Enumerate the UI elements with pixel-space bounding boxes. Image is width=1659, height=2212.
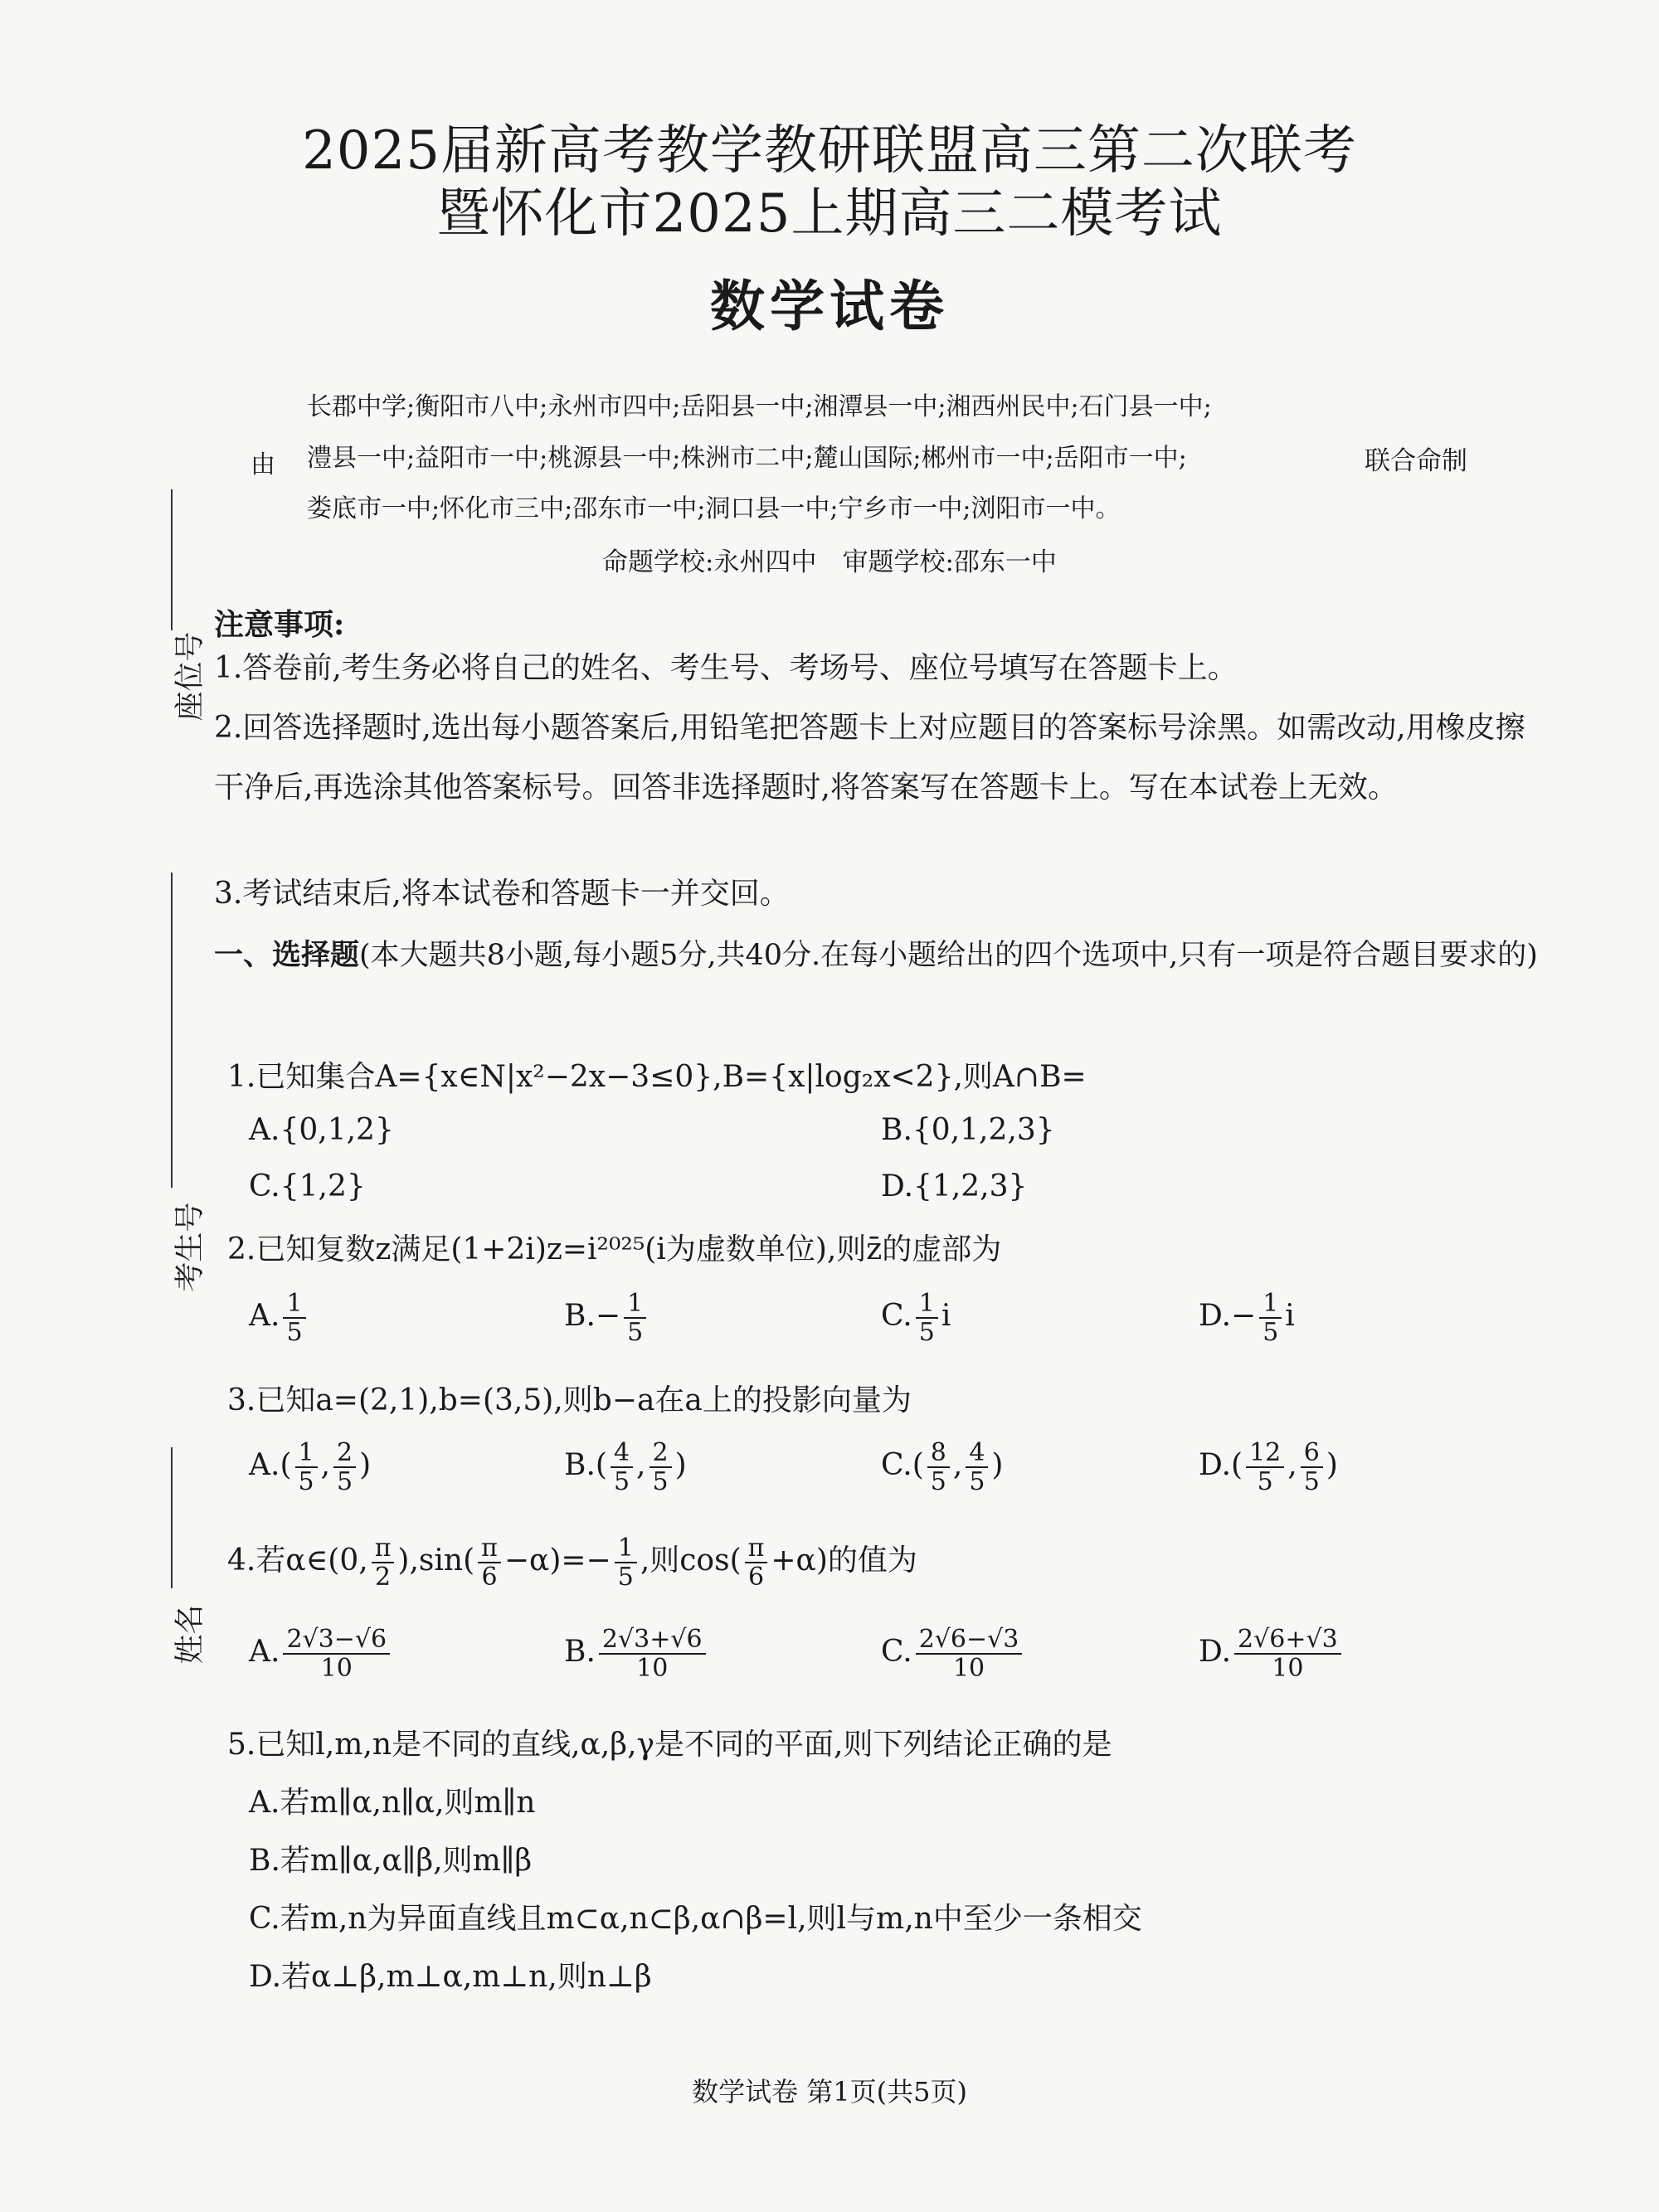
- q4-d-fraction: [1234, 1626, 1341, 1682]
- q2-d-num: 1: [1259, 1290, 1282, 1319]
- schools-line-1: 长郡中学;衡阳市八中;永州市四中;岳阳县一中;湘潭县一中;湘西州民中;石门县一中;: [307, 392, 1212, 421]
- q4-pi-2-num: π: [372, 1534, 395, 1563]
- q1-option-c: C.{1,2}: [249, 1169, 366, 1203]
- q3-b-frac2: [649, 1439, 672, 1495]
- notice-item-2: 2.回答选择题时,选出每小题答案后,用铅笔把答题卡上对应题目的答案标号涂黑。如需改动,用橡皮擦干净后,再选涂其他答案标号。回答非选择题时,将答案写在答题卡上。写在本试卷上无效。: [214, 711, 1525, 805]
- q2-c-num: 1: [916, 1290, 938, 1319]
- q2-b-fraction: [624, 1290, 646, 1346]
- q4-pi-6a-den: 6: [481, 1563, 498, 1592]
- q4-1-5-den: 5: [617, 1563, 634, 1592]
- page-footer: 数学试卷 第1页(共5页): [692, 2076, 967, 2107]
- joint-label: 联合命制: [1365, 446, 1467, 476]
- q2-b-num: 1: [624, 1290, 646, 1319]
- q4-stem-part-d: ,则cos(: [640, 1544, 742, 1578]
- q3-a-frac2: [333, 1439, 356, 1495]
- q4-pi-2-den: 2: [375, 1563, 392, 1592]
- q4-a-fraction: [283, 1626, 390, 1682]
- q4-c-fraction: [916, 1626, 1023, 1682]
- q5-option-b: B.若m∥α,α∥β,则m∥β: [249, 1844, 533, 1878]
- q3-b2-den: 5: [652, 1467, 669, 1496]
- notice-heading: 注意事项:: [214, 607, 345, 642]
- seat-field-line: [171, 489, 173, 630]
- q3-d-frac2: [1301, 1439, 1323, 1495]
- section-heading: [214, 929, 1541, 982]
- exam-subject-title: 数学试卷: [710, 274, 949, 338]
- q2-c-den: 5: [918, 1318, 935, 1347]
- q3-d2-den: 5: [1303, 1467, 1320, 1496]
- q3-a-label: A.: [249, 1448, 280, 1482]
- q3-c2-den: 5: [969, 1467, 985, 1496]
- q3-c1-den: 5: [930, 1467, 946, 1496]
- exam-no-field-line: [171, 873, 173, 1188]
- q3-a-frac1: [295, 1439, 318, 1495]
- q4-stem-part-a: 4.若α∈(0,: [227, 1544, 368, 1578]
- q4-stem-part-c: −α)=−: [504, 1544, 611, 1578]
- q4-a-den: 10: [320, 1654, 353, 1683]
- q2-a-fraction: [283, 1290, 305, 1346]
- q4-b-fraction: [599, 1626, 706, 1682]
- q4-d-label: D.: [1199, 1635, 1232, 1669]
- q3-b-frac1: [611, 1439, 633, 1495]
- q3-d-label: D.: [1199, 1448, 1232, 1482]
- q3-b2-num: 2: [649, 1439, 672, 1468]
- q3-option-a: A.( $\frac{1}{5}$ , $\frac{2}{5}$ ): [249, 1438, 372, 1496]
- q3-a1-den: 5: [298, 1467, 314, 1496]
- q4-option-d: [1199, 1626, 1345, 1682]
- q2-option-a: [249, 1290, 309, 1346]
- q2-c-i: i: [941, 1299, 951, 1333]
- q2-c-fraction: [916, 1290, 938, 1346]
- q2-option-d: [1199, 1290, 1295, 1346]
- q2-d-label: D.−: [1199, 1299, 1257, 1333]
- q4-a-label: A.: [249, 1635, 280, 1669]
- q2-b-label: B.−: [564, 1299, 621, 1333]
- proposition-schools: 命题学校:永州四中 审题学校:邵东一中: [602, 547, 1057, 577]
- q3-a1-num: 1: [295, 1439, 318, 1468]
- q2-d-den: 5: [1262, 1318, 1279, 1347]
- q5-option-a: A.若m∥α,n∥α,则m∥n: [249, 1786, 536, 1820]
- name-label: 姓名: [173, 1604, 207, 1665]
- q4-option-b: [564, 1626, 709, 1682]
- question-4-stem: [227, 1534, 917, 1591]
- q4-stem-part-b: ),sin(: [397, 1544, 475, 1578]
- question-5-stem: 5.已知l,m,n是不同的直线,α,β,γ是不同的平面,则下列结论正确的是: [227, 1728, 1112, 1762]
- q3-c1-num: 8: [927, 1439, 950, 1468]
- q3-a2-den: 5: [337, 1467, 353, 1496]
- q4-b-den: 10: [636, 1654, 669, 1683]
- schools-line-3: 娄底市一中;怀化市三中;邵东市一中;洞口县一中;宁乡市一中;浏阳市一中。: [307, 494, 1121, 523]
- q2-a-den: 5: [286, 1318, 303, 1347]
- q4-a-num: 2√3−√6: [283, 1626, 390, 1655]
- q3-c-frac2: [966, 1439, 988, 1495]
- q2-d-i: i: [1285, 1299, 1295, 1333]
- q4-option-c: [881, 1626, 1025, 1682]
- q4-pi-6b-num: π: [745, 1534, 768, 1563]
- q3-option-d: D.( $\frac{12}{5}$ , $\frac{6}{5}$ ): [1199, 1438, 1338, 1496]
- q3-b1-den: 5: [613, 1467, 630, 1496]
- exam-title-line1: 2025届新高考教学教研联盟高三第二次联考: [302, 120, 1357, 182]
- q3-b1-num: 4: [611, 1439, 633, 1468]
- schools-line-2: 澧县一中;益阳市一中;桃源县一中;株洲市二中;麓山国际;郴州市一中;岳阳市一中;: [307, 444, 1187, 473]
- q4-b-label: B.: [564, 1635, 596, 1669]
- q4-b-num: 2√3+√6: [599, 1626, 706, 1655]
- notice-item-1: 1.答卷前,考生务必将自己的姓名、考生号、考场号、座位号填写在答题卡上。: [214, 651, 1238, 685]
- q3-d1-den: 5: [1257, 1467, 1273, 1496]
- q3-d2-num: 6: [1301, 1439, 1323, 1468]
- q3-b-label: B.: [564, 1448, 596, 1482]
- name-field-line: [171, 1447, 173, 1588]
- q2-option-c: [881, 1290, 951, 1346]
- q4-frac-1-5: [615, 1534, 637, 1591]
- q1-option-a: A.{0,1,2}: [249, 1113, 394, 1147]
- q4-frac-pi-2: [372, 1534, 395, 1591]
- q4-c-label: C.: [881, 1635, 912, 1669]
- question-2-stem: 2.已知复数z满足(1+2i)z=i²⁰²⁵(i为虚数单位),则z̄的虚部为: [227, 1232, 1002, 1266]
- seat-label: 座位号: [173, 631, 207, 722]
- q2-option-b: [564, 1290, 649, 1346]
- q4-d-den: 10: [1272, 1654, 1304, 1683]
- notice-item-3: 3.考试结束后,将本试卷和答题卡一并交回。: [214, 877, 790, 911]
- q5-option-d: D.若α⊥β,m⊥α,m⊥n,则n⊥β: [249, 1960, 652, 1994]
- q3-d1-num: 12: [1246, 1439, 1284, 1468]
- q3-option-b: B.( $\frac{4}{5}$ , $\frac{2}{5}$ ): [564, 1438, 687, 1496]
- q4-option-a: [249, 1626, 393, 1682]
- q4-1-5-num: 1: [615, 1534, 637, 1563]
- section-description: (本大题共8小题,每小题5分,共40分.在每小题给出的四个选项中,只有一项是符合题目要求的): [359, 939, 1538, 972]
- q2-d-fraction: [1259, 1290, 1282, 1346]
- q3-c-frac1: [927, 1439, 950, 1495]
- q4-c-den: 10: [952, 1654, 985, 1683]
- section-title: 一、选择题: [214, 938, 360, 972]
- q4-frac-pi-6-b: [745, 1534, 768, 1591]
- q2-a-label: A.: [249, 1299, 280, 1333]
- question-3-stem: 3.已知a=(2,1),b=(3,5),则b−a在a上的投影向量为: [227, 1383, 912, 1417]
- q3-c2-num: 4: [966, 1439, 988, 1468]
- q4-frac-pi-6-a: [478, 1534, 501, 1591]
- q3-c-label: C.: [881, 1448, 912, 1482]
- q2-c-label: C.: [881, 1299, 912, 1333]
- q4-c-num: 2√6−√3: [916, 1626, 1023, 1655]
- exam-no-label: 考生号: [173, 1202, 207, 1292]
- q3-option-c: C.( $\frac{8}{5}$ , $\frac{4}{5}$ ): [881, 1438, 1004, 1496]
- q3-d-frac1: [1246, 1439, 1284, 1495]
- q2-b-den: 5: [627, 1318, 644, 1347]
- q4-pi-6a-num: π: [478, 1534, 501, 1563]
- q2-a-num: 1: [283, 1290, 305, 1319]
- q5-option-c: C.若m,n为异面直线且m⊂α,n⊂β,α∩β=l,则l与m,n中至少一条相交: [249, 1902, 1142, 1936]
- q1-option-b: B.{0,1,2,3}: [881, 1113, 1055, 1147]
- exam-title-line2: 暨怀化市2025上期高三二模考试: [436, 183, 1223, 245]
- question-1-stem: 1.已知集合A={x∈N|x²−2x−3≤0},B={x|log₂x<2},则A∩B=: [227, 1060, 1087, 1094]
- q4-d-num: 2√6+√3: [1234, 1626, 1341, 1655]
- q4-stem-part-e: +α)的值为: [771, 1544, 917, 1578]
- q4-pi-6b-den: 6: [747, 1563, 765, 1592]
- q3-a2-num: 2: [333, 1439, 356, 1468]
- q1-option-d: D.{1,2,3}: [881, 1169, 1028, 1203]
- prefix-you: 由: [251, 450, 275, 479]
